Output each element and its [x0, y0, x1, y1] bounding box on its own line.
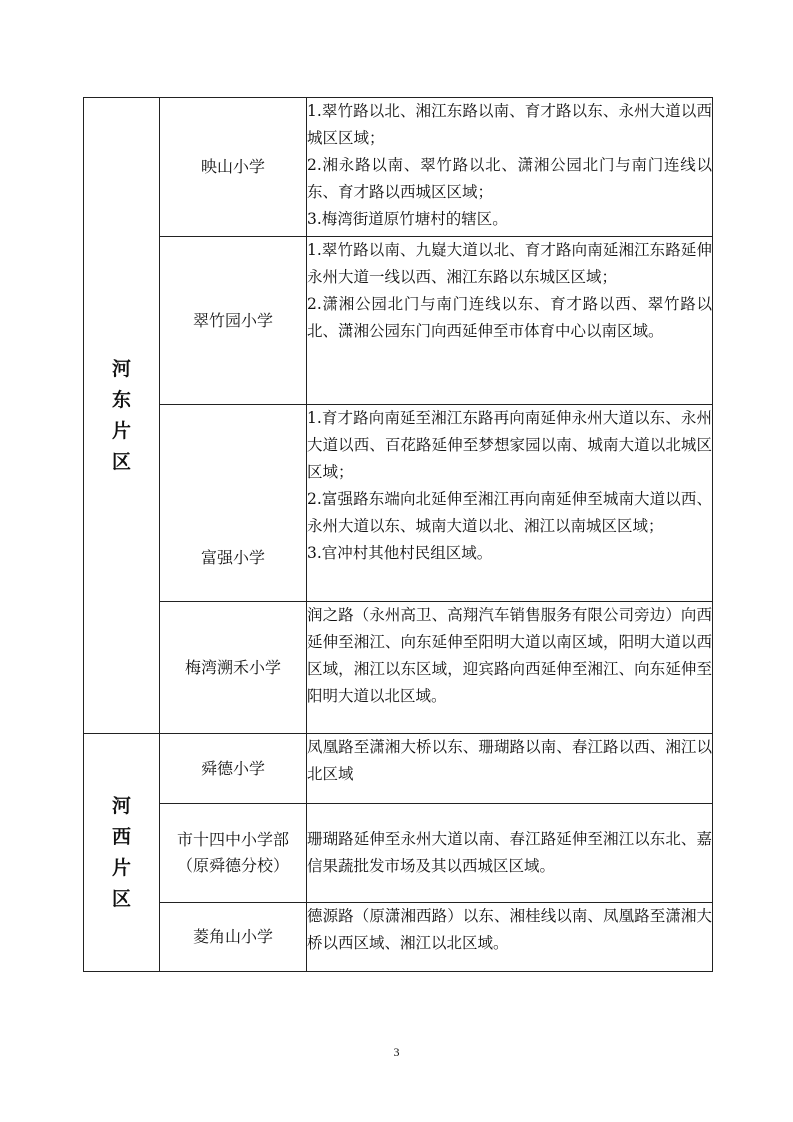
zone-description-cell: [307, 804, 713, 903]
zone-description-cell: [307, 405, 713, 602]
school-name: 映山小学: [200, 157, 265, 176]
school-zone-table: [83, 97, 713, 972]
school-name: 翠竹园小学: [192, 310, 273, 330]
district-cell: [84, 98, 160, 734]
school-name-line: （原舜德分校）: [176, 856, 289, 875]
zone-description: 3.官冲村其他村民组区域。: [307, 544, 493, 562]
school-name-cell: [160, 903, 307, 972]
zone-description: 3.梅湾街道原竹塘村的辖区。: [307, 210, 508, 228]
school-name-line: 市十四中小学部: [176, 830, 289, 849]
district-cell: [84, 734, 160, 972]
table-row: [84, 804, 713, 903]
school-name-cell: [160, 602, 307, 734]
zone-description: 2.湘永路以南、翠竹路以北、潇湘公园北门与南门连线以东、育才路以西城区区域；: [307, 156, 712, 201]
page-number: 3: [393, 1045, 400, 1059]
school-name: 菱角山小学: [192, 927, 273, 946]
table-row: [84, 405, 713, 602]
school-name-cell: [160, 237, 307, 405]
school-name: 富强小学: [200, 548, 265, 567]
table-row: [84, 734, 713, 804]
zone-description-cell: [307, 98, 713, 237]
table-row: [84, 903, 713, 972]
zone-description: 德源路（原潇湘西路）以东、湘桂线以南、凤凰路至潇湘大桥以西区域、湘江以北区域。: [307, 907, 712, 952]
zone-description: 润之路（永州高卫、高翔汽车销售服务有限公司旁边）向西延伸至湘江、向东延伸至阳明大道以南区域，阳明大道以西区域，湘江以东区域，迎宾路向西延伸至湘江、向东延伸至阳明大道以北区域。: [307, 606, 712, 705]
zone-description: 2.富强路东端向北延伸至湘江再向南延伸至城南大道以西、永州大道以东、城南大道以北、湘江以南城区区域；: [307, 490, 712, 535]
zone-description: 1.育才路向南延至湘江东路再向南延伸永州大道以东、永州大道以西、百花路延伸至梦想家园以南、城南大道以北城区区域；: [307, 409, 712, 481]
zone-description-cell: [307, 237, 713, 405]
zone-description: 凤凰路至潇湘大桥以东、珊瑚路以南、春江路以西、湘江以北区域: [307, 738, 712, 783]
zone-description: 1.翠竹路以南、九嶷大道以北、育才路向南延湘江东路延伸永州大道一线以西、湘江东路以东城区区域；: [307, 241, 712, 286]
zone-description: 1.翠竹路以北、湘江东路以南、育才路以东、永州大道以西城区区域；: [307, 102, 712, 147]
school-name-cell: [160, 804, 307, 903]
school-name-cell: [160, 405, 307, 602]
district-label: 河东片区: [112, 357, 132, 473]
school-name-cell: [160, 98, 307, 237]
school-name-cell: [160, 734, 307, 804]
table-row: [84, 237, 713, 405]
zone-description-cell: [307, 903, 713, 972]
zone-description-cell: [307, 734, 713, 804]
zone-description: 珊瑚路延伸至永州大道以南、春江路延伸至湘江以东北、嘉信果蔬批发市场及其以西城区区域。: [307, 830, 712, 875]
school-name: 舜德小学: [200, 758, 265, 778]
district-label: 河西片区: [112, 794, 132, 910]
zone-description-cell: [307, 602, 713, 734]
school-name: 梅湾溯禾小学: [184, 657, 281, 677]
table-row: [84, 602, 713, 734]
table-row: [84, 98, 713, 237]
zone-description: 2.潇湘公园北门与南门连线以东、育才路以西、翠竹路以北、潇湘公园东门向西延伸至市体育中心以南区域。: [307, 295, 712, 340]
